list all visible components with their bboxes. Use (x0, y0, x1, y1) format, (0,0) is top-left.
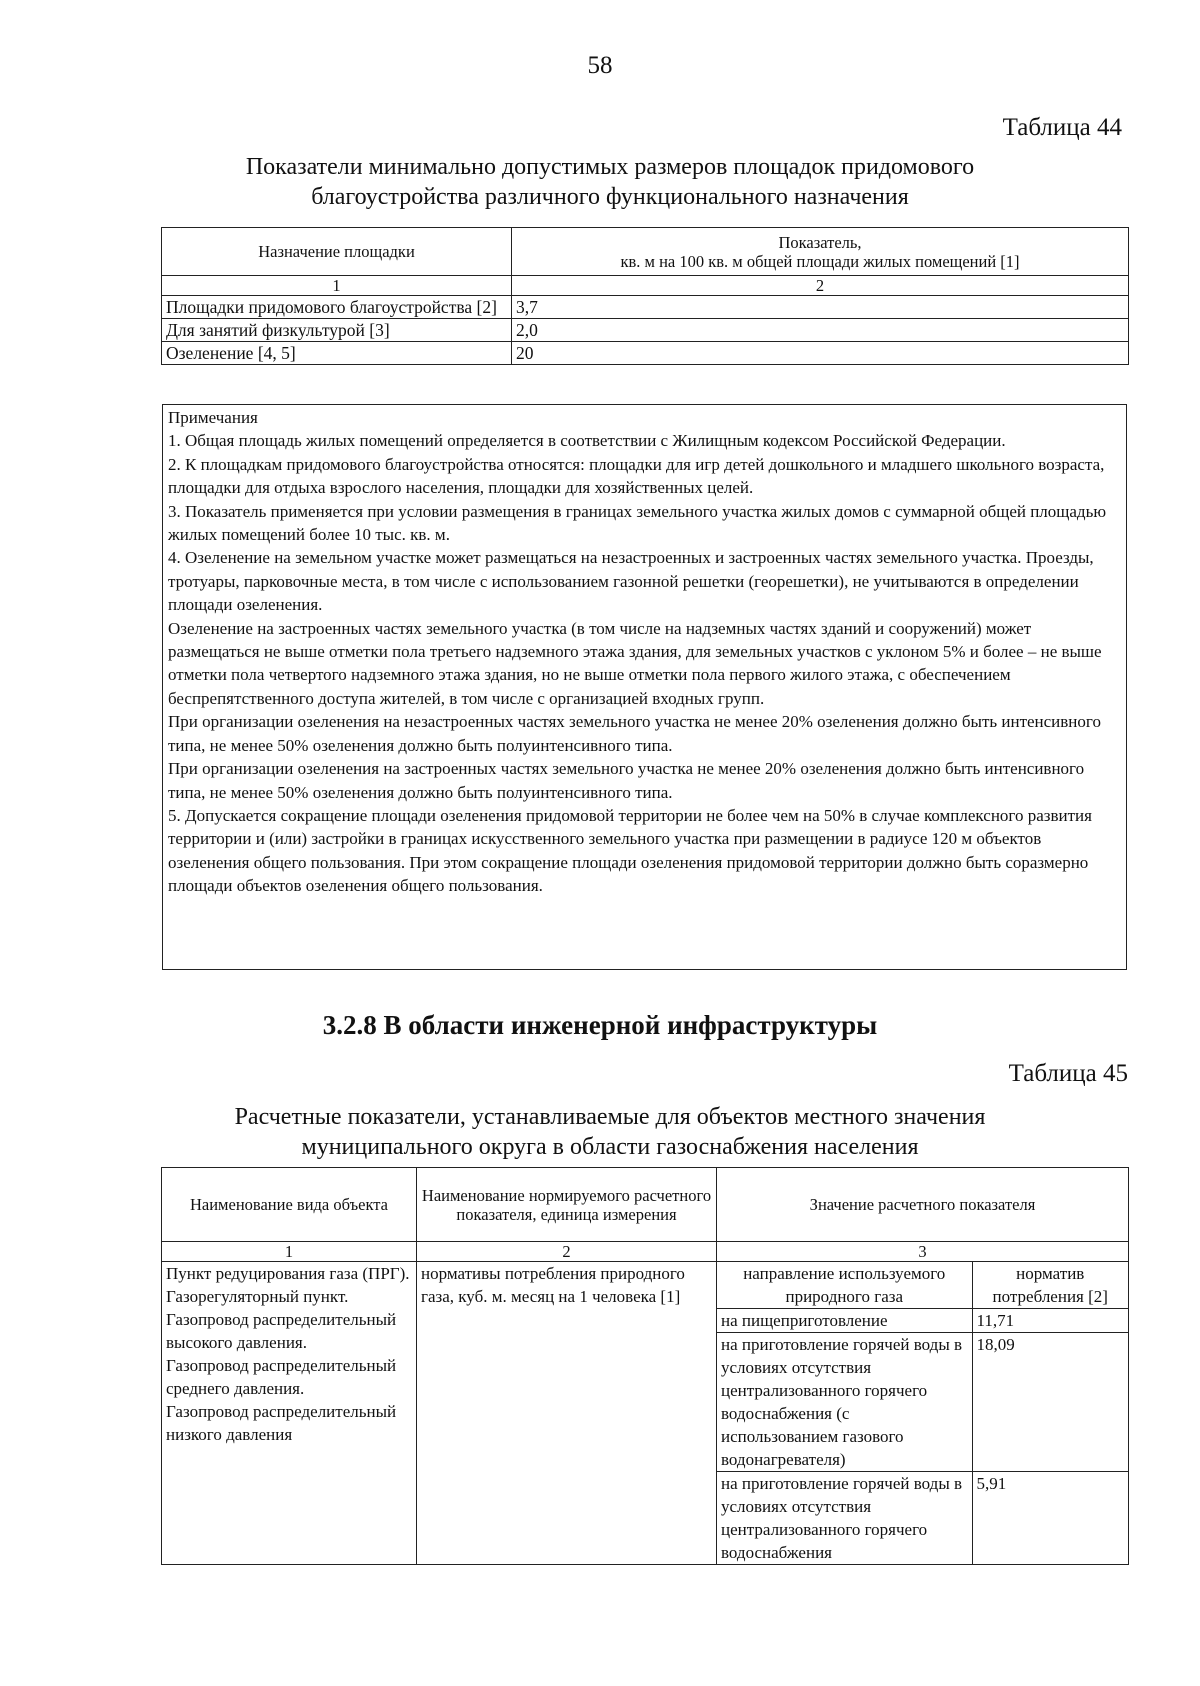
object-item: Газопровод распределительный среднего давления. (166, 1356, 397, 1398)
object-item: Газопровод распределительный низкого давления (166, 1402, 397, 1444)
note-item: Озеленение на застроенных частях земельного участка (в том числе на надземных частях зданий и сооружений) может размещаться не выше отметки пола третьего надземного этажа здания, для земельных участков с уклоном 5% и более – не выше отметки пола четвертого надземного этажа здания, но не выше отметки пола первого жилого этажа, с обеспечением беспрепятственного доступа жителей, в том числе с организацией входных групп. (168, 618, 1102, 708)
table-44 (161, 227, 1129, 365)
value-direction: на приготовление горячей воды в условиях отсутствия централизованного горячего водоснабжения (717, 1472, 972, 1565)
value-norm: 11,71 (972, 1309, 1128, 1333)
t44-col-number: 1 (162, 276, 512, 296)
note-item: 3. Показатель применяется при условии размещения в границах земельного участка жилых домов с суммарной общей площадью жилых помещений более 10 тыс. кв. м. (168, 501, 1107, 545)
t45-header-col3: Значение расчетного показателя (717, 1168, 1129, 1242)
t44-header-col2 (512, 228, 1129, 276)
t44-header-col2-line2: кв. м на 100 кв. м общей площади жилых помещений [1] (620, 251, 1020, 271)
t44-row-value: 2,0 (512, 319, 1129, 342)
t44-row-name: Площадки придомового благоустройства [2] (162, 296, 512, 319)
table-44-label: Таблица 44 (1002, 114, 1122, 141)
note-item: 1. Общая площадь жилых помещений определяется в соответствии с Жилищным кодексом Российской Федерации. (168, 431, 1006, 451)
t44-col-number: 2 (512, 276, 1129, 296)
t44-row-name: Для занятий физкультурой [3] (162, 319, 512, 342)
table-44-notes (162, 404, 1127, 970)
notes-title: Примечания (168, 408, 258, 427)
t45-values-cell (717, 1262, 1129, 1565)
table-45-caption (150, 1102, 1070, 1162)
table-row (162, 342, 1129, 365)
object-item: Газопровод распределительный высокого давления. (166, 1310, 397, 1352)
table-row (162, 296, 1129, 319)
table-45-caption-line2: муниципального округа в области газоснабжения населения (301, 1134, 919, 1160)
section-heading: 3.2.8 В области инженерной инфраструктуры (322, 1010, 878, 1040)
note-item: При организации озеленения на застроенных частях земельного участка не менее 20% озеленения должно быть интенсивного типа, не менее 50% озеленения должно быть полуинтенсивного типа. (168, 759, 1085, 802)
t44-row-value: 20 (512, 342, 1129, 365)
t44-row-value: 3,7 (512, 296, 1129, 319)
t45-header-col1: Наименование вида объекта (162, 1168, 417, 1242)
page-number: 58 (587, 52, 613, 79)
sub-header-norm: норматив потребления [2] (972, 1262, 1128, 1309)
object-item: Газорегуляторный пункт. (166, 1287, 349, 1306)
t44-row-name: Озеленение [4, 5] (162, 342, 512, 365)
value-direction: на приготовление горячей воды в условиях отсутствия централизованного горячего водоснабжения (с использованием газового водонагревателя) (717, 1333, 972, 1472)
value-norm: 5,91 (976, 1474, 1007, 1493)
note-item: 2. К площадкам придомового благоустройства относятся: площадки для игр детей дошкольного и младшего школьного возраста, площадки для отдыха взрослого населения, площадки для хозяйственных целей. (168, 454, 1105, 498)
value-direction: на пищеприготовление (717, 1309, 972, 1333)
value-norm: 18,09 (972, 1333, 1128, 1472)
t44-header-col2-line1: Показатель, (778, 232, 862, 252)
note-item: При организации озеленения на незастроенных частях земельного участка не менее 20% озеленения должно быть интенсивного типа, не менее 50% озеленения должно быть полуинтенсивного типа. (168, 712, 1101, 755)
object-item: Пункт редуцирования газа (ПРГ). (166, 1264, 410, 1283)
sub-header-direction: направление используемого природного газа (717, 1262, 972, 1309)
table-44-caption (150, 152, 1070, 212)
table-44-caption-line2: благоустройства различного функционального назначения (311, 184, 909, 210)
table-44-caption-line1: Показатели минимально допустимых размеров площадок придомового (245, 154, 975, 180)
t44-header-col1: Назначение площадки (162, 228, 512, 276)
table-row (162, 1262, 1129, 1565)
t45-indicator-cell: нормативы потребления природного газа, куб. м. месяц на 1 человека [1] (417, 1262, 717, 1565)
note-item: 5. Допускается сокращение площади озеленения придомовой территории не более чем на 50% в случае комплексного развития территории и (или) застройки в границах искусственного земельного участка при размещении в радиусе 120 м объектов озеленения общего пользования. При этом сокращение площади озеленения придомовой территории должно быть соразмерно площади объектов озеленения общего пользования. (168, 805, 1092, 896)
note-item: 4. Озеленение на земельном участке может размещаться на незастроенных и застроенных частях земельного участка. Проезды, тротуары, парковочные места, в том числе с использованием газонной решетки (георешетки), не учитываются в определении площади озеленения. (168, 548, 1094, 615)
t45-col-number: 1 (162, 1242, 417, 1262)
t45-objects-cell (162, 1262, 417, 1565)
table-45 (161, 1167, 1129, 1565)
table-45-caption-line1: Расчетные показатели, устанавливаемые для объектов местного значения (234, 1104, 986, 1130)
t45-values-table (717, 1262, 1128, 1564)
t45-col-number: 2 (417, 1242, 717, 1262)
table-45-label: Таблица 45 (1008, 1060, 1128, 1087)
t45-header-col2: Наименование нормируемого расчетного показателя, единица измерения (417, 1168, 717, 1242)
table-row (162, 319, 1129, 342)
t45-col-number: 3 (717, 1242, 1129, 1262)
